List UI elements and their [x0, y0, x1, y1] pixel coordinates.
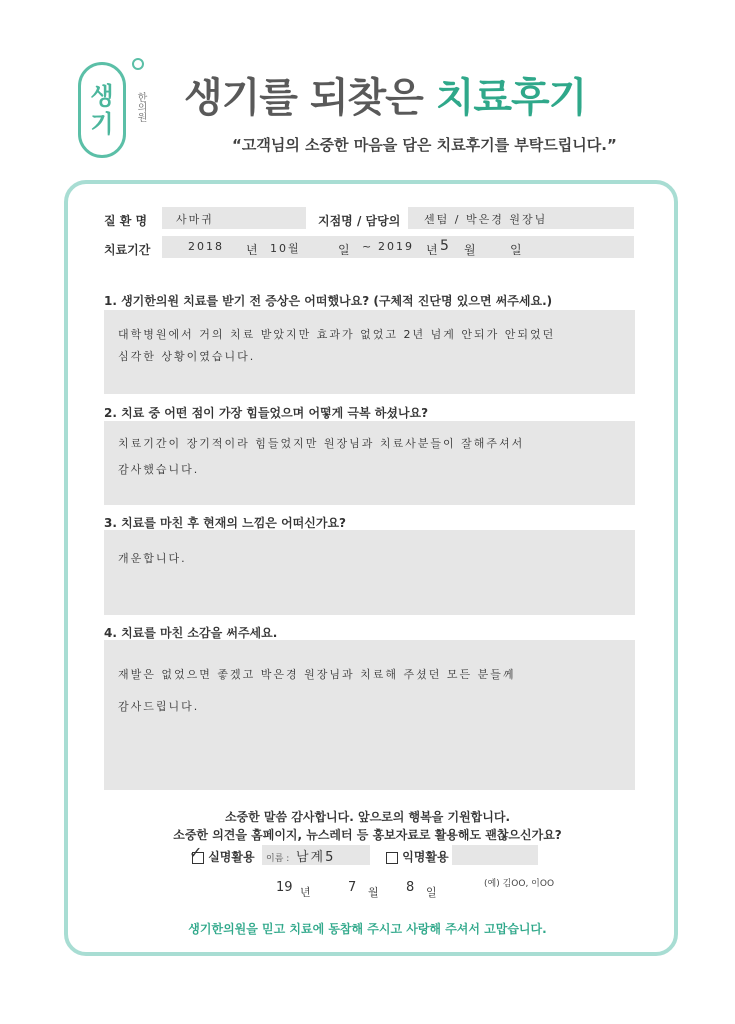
page-title	[184, 66, 586, 123]
anonymous-label: 익명활용	[402, 850, 449, 864]
question-2-answer-line-1: 치료기간이 장기적이라 힘들었지만 원장님과 치료사분들이 잘해주셔서	[118, 437, 525, 450]
period-year-word-2: 년	[426, 243, 438, 257]
real-name-label: 실명활용	[208, 850, 255, 864]
question-4-answer-line-1: 재발은 없었으면 좋겠고 박은경 원장님과 치료해 주셨던 모든 분들께	[118, 668, 516, 681]
clinic-logo	[78, 62, 148, 162]
logo-char-1: 생	[90, 82, 114, 110]
period-end-year: 2019	[378, 240, 414, 253]
footer-message: 생기한의원을 믿고 치료에 동참해 주시고 사랑해 주셔서 고맙습니다.	[188, 922, 547, 936]
disease-label: 질 환 명	[104, 214, 148, 228]
question-4-answer-line-2: 감사드립니다.	[118, 700, 200, 713]
question-1-answer-line-2: 심각한 상황이였습니다.	[118, 350, 256, 363]
logo-subtext: 한의원	[135, 92, 146, 122]
name-field-label: 이름 :	[266, 854, 290, 864]
period-day-word-1: 일	[338, 243, 350, 257]
date-year: 19	[276, 880, 293, 895]
logo-char-2: 기	[90, 110, 114, 138]
checkmark-icon: ✓	[189, 842, 203, 862]
date-day: 8	[406, 880, 415, 895]
period-month-word: 월	[464, 243, 476, 257]
period-day-word-2: 일	[510, 243, 522, 257]
question-1-title: 1. 생기한의원 치료를 받기 전 증상은 어떠했나요? (구체적 진단명 있으면 써주세요.)	[104, 294, 553, 308]
period-label: 치료기간	[104, 243, 151, 257]
page-subtitle: “고객님의 소중한 마음을 담은 치료후기를 부탁드립니다.”	[232, 136, 617, 154]
anonymous-option[interactable]	[386, 848, 449, 865]
date-day-word: 일	[426, 886, 437, 899]
anonymous-checkbox[interactable]	[386, 852, 398, 864]
branch-label: 지점명 / 담당의	[318, 214, 401, 228]
question-4-title: 4. 치료를 마친 소감을 써주세요.	[104, 626, 278, 640]
name-value: 남계5	[296, 850, 336, 865]
anonymous-example: (예) 김OO, 이OO	[484, 879, 555, 889]
real-name-checkbox[interactable]	[189, 842, 204, 864]
disease-value: 사마귀	[176, 213, 214, 226]
period-start-year: 2018	[188, 240, 224, 253]
name-field-label-wrap	[266, 850, 289, 864]
period-end-month: 5	[440, 238, 451, 254]
question-2-answer-line-2: 감사했습니다.	[118, 463, 200, 476]
logo-mark	[78, 62, 126, 158]
date-year-word: 년	[300, 886, 311, 899]
question-4-answer-box[interactable]	[104, 640, 635, 790]
logo-dot-icon	[132, 58, 144, 70]
title-prefix: 생기를 되찾은	[184, 75, 436, 121]
period-year-word-1: 년	[246, 243, 258, 257]
closing-line-1: 소중한 말씀 감사합니다. 앞으로의 행복을 기원합니다.	[224, 810, 511, 824]
closing-line-2: 소중한 의견을 홈페이지, 뉴스레터 등 홍보자료로 활용해도 괜찮으신가요?	[173, 828, 562, 842]
question-3-answer-line-1: 개운합니다.	[118, 552, 187, 565]
period-start-month: 10월	[270, 242, 301, 255]
period-tilde: ~	[362, 240, 374, 253]
date-month-word: 월	[368, 886, 379, 899]
question-3-title: 3. 치료를 마친 후 현재의 느낌은 어떠신가요?	[104, 516, 347, 530]
title-accent: 치료후기	[435, 75, 587, 121]
date-month: 7	[348, 880, 357, 895]
question-1-answer-line-1: 대학병원에서 거의 치료 받았지만 효과가 없었고 2년 넘게 안되가 안되었던	[118, 328, 556, 341]
question-3-answer-box[interactable]	[104, 530, 635, 615]
question-2-title: 2. 치료 중 어떤 점이 가장 힘들었으며 어떻게 극복 하셨나요?	[104, 406, 429, 420]
question-2-answer-box[interactable]	[104, 421, 635, 505]
question-1-answer-box[interactable]	[104, 310, 635, 394]
branch-value: 센텀 / 박은경 원장님	[424, 213, 548, 226]
real-name-option[interactable]	[189, 842, 255, 865]
anonymous-field[interactable]	[452, 845, 538, 865]
